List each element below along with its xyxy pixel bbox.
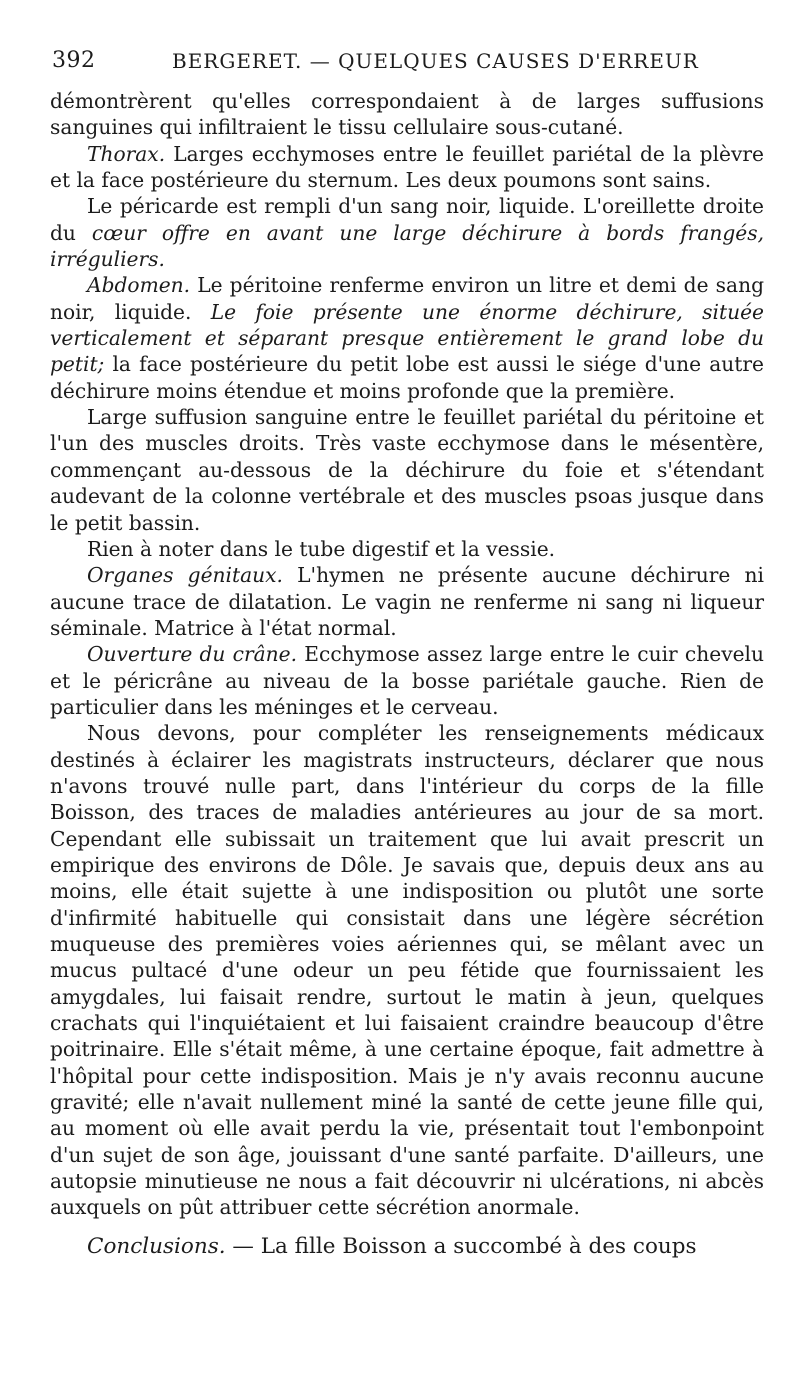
text-run: Larges ecchymoses entre le feuillet pariétal de la plèvre et la face postérieure du sternum. Les deux poumons sont sains.	[50, 141, 764, 193]
italic-text: Conclusions.	[87, 1233, 226, 1259]
text-run: la face postérieure du petit lobe est aussi le siége d'une autre déchirure moins étendue et moins profonde que la première.	[50, 352, 764, 403]
paragraph	[50, 193, 764, 272]
italic-text: Thorax.	[87, 141, 166, 166]
italic-text: Abdomen.	[87, 273, 191, 298]
text-run: Nous devons, pour compléter les renseignements médicaux destinés à éclairer les magistrats instructeurs, déclarer que nous n'avons trouvé nulle part, dans l'intérieur du corps de la fille Boisson, des traces de maladies antérieures au jour de sa mort. Cependant elle subissait un traitement que lui avait prescrit un empirique des environs de Dôle. Je savais que, depuis deux ans au moins, elle était sujette à une indisposition ou plutôt une sorte d'infirmité habituelle qui consistait dans une légère sécrétion muqueuse des premières voies aériennes qui, se mêlant avec un mucus pultacé d'une odeur un peu fétide que fournissaient les amygdales, lui faisait rendre, surtout le matin à jeun, quelques crachats qui l'inquiétaient et lui faisaient craindre beaucoup d'être poitrinaire. Elle s'était même, à une certaine époque, fait admettre à l'hôpital pour cette indisposition. Mais je n'y avais reconnu aucune gravité; elle n'avait nullement miné la santé de cette jeune fille qui, au moment où elle avait perdu la vie, présentait tout l'embonpoint d'un sujet de son âge, jouissant d'une santé parfaite. D'ailleurs, une autopsie minutieuse ne nous a fait découvrir ni ulcérations, ni abcès auxquels on pût attribuer cette sécrétion anormale.	[50, 721, 764, 1220]
page-number: 392	[52, 48, 96, 73]
text-run: L'hymen ne présente aucune déchirure ni aucune trace de dilatation. Le vagin ne renferme ni sang ni liqueur séminale. Matrice à l'état normal.	[50, 563, 764, 640]
paragraph	[50, 562, 764, 641]
paragraph	[50, 720, 764, 1221]
text-run: — La fille Boisson a succombé à des coups	[225, 1233, 697, 1259]
text-run: démontrèrent qu'elles correspondaient à de larges suffusions sanguines qui infiltraient le tissu cellulaire sous-cutané.	[50, 89, 764, 140]
paragraph	[50, 641, 764, 720]
conclusion-paragraph	[50, 1233, 764, 1260]
running-title: BERGERET. — QUELQUES CAUSES D'ERREUR	[172, 49, 699, 73]
italic-text: Ouverture du crâne.	[87, 642, 298, 667]
body-text	[50, 88, 764, 1260]
italic-text: Le foie présente une énorme déchirure, située verticalement et séparant presque entièrement le grand lobe du petit;	[50, 299, 764, 377]
page-header	[52, 46, 762, 76]
italic-text: cœur offre en avant une large déchirure à bords frangés, irréguliers.	[50, 220, 765, 272]
paragraph	[50, 272, 764, 404]
italic-text: Organes génitaux.	[87, 563, 283, 588]
text-run: Le péritoine renferme environ un litre et demi de sang noir, liquide.	[50, 273, 764, 324]
text-run: Large suffusion sanguine entre le feuillet pariétal du péritoine et l'un des muscles droits. Très vaste ecchymose dans le mésentère, commençant au-dessous de la déchirure du foie et s'étendant audevant de la colonne vertébrale et des muscles psoas jusque dans le petit bassin.	[50, 405, 764, 535]
paragraph	[50, 88, 764, 141]
text-run: Rien à noter dans le tube digestif et la vessie.	[87, 536, 556, 561]
paragraph	[50, 536, 764, 562]
text-run: Le péricarde est rempli d'un sang noir, liquide. L'oreillette droite du	[50, 194, 764, 245]
text-run: Ecchymose assez large entre le cuir chevelu et le péricrâne au niveau de la bosse pariétale gauche. Rien de particulier dans les méninges et le cerveau.	[50, 642, 764, 719]
paragraph	[50, 141, 764, 194]
paragraph	[50, 404, 764, 536]
